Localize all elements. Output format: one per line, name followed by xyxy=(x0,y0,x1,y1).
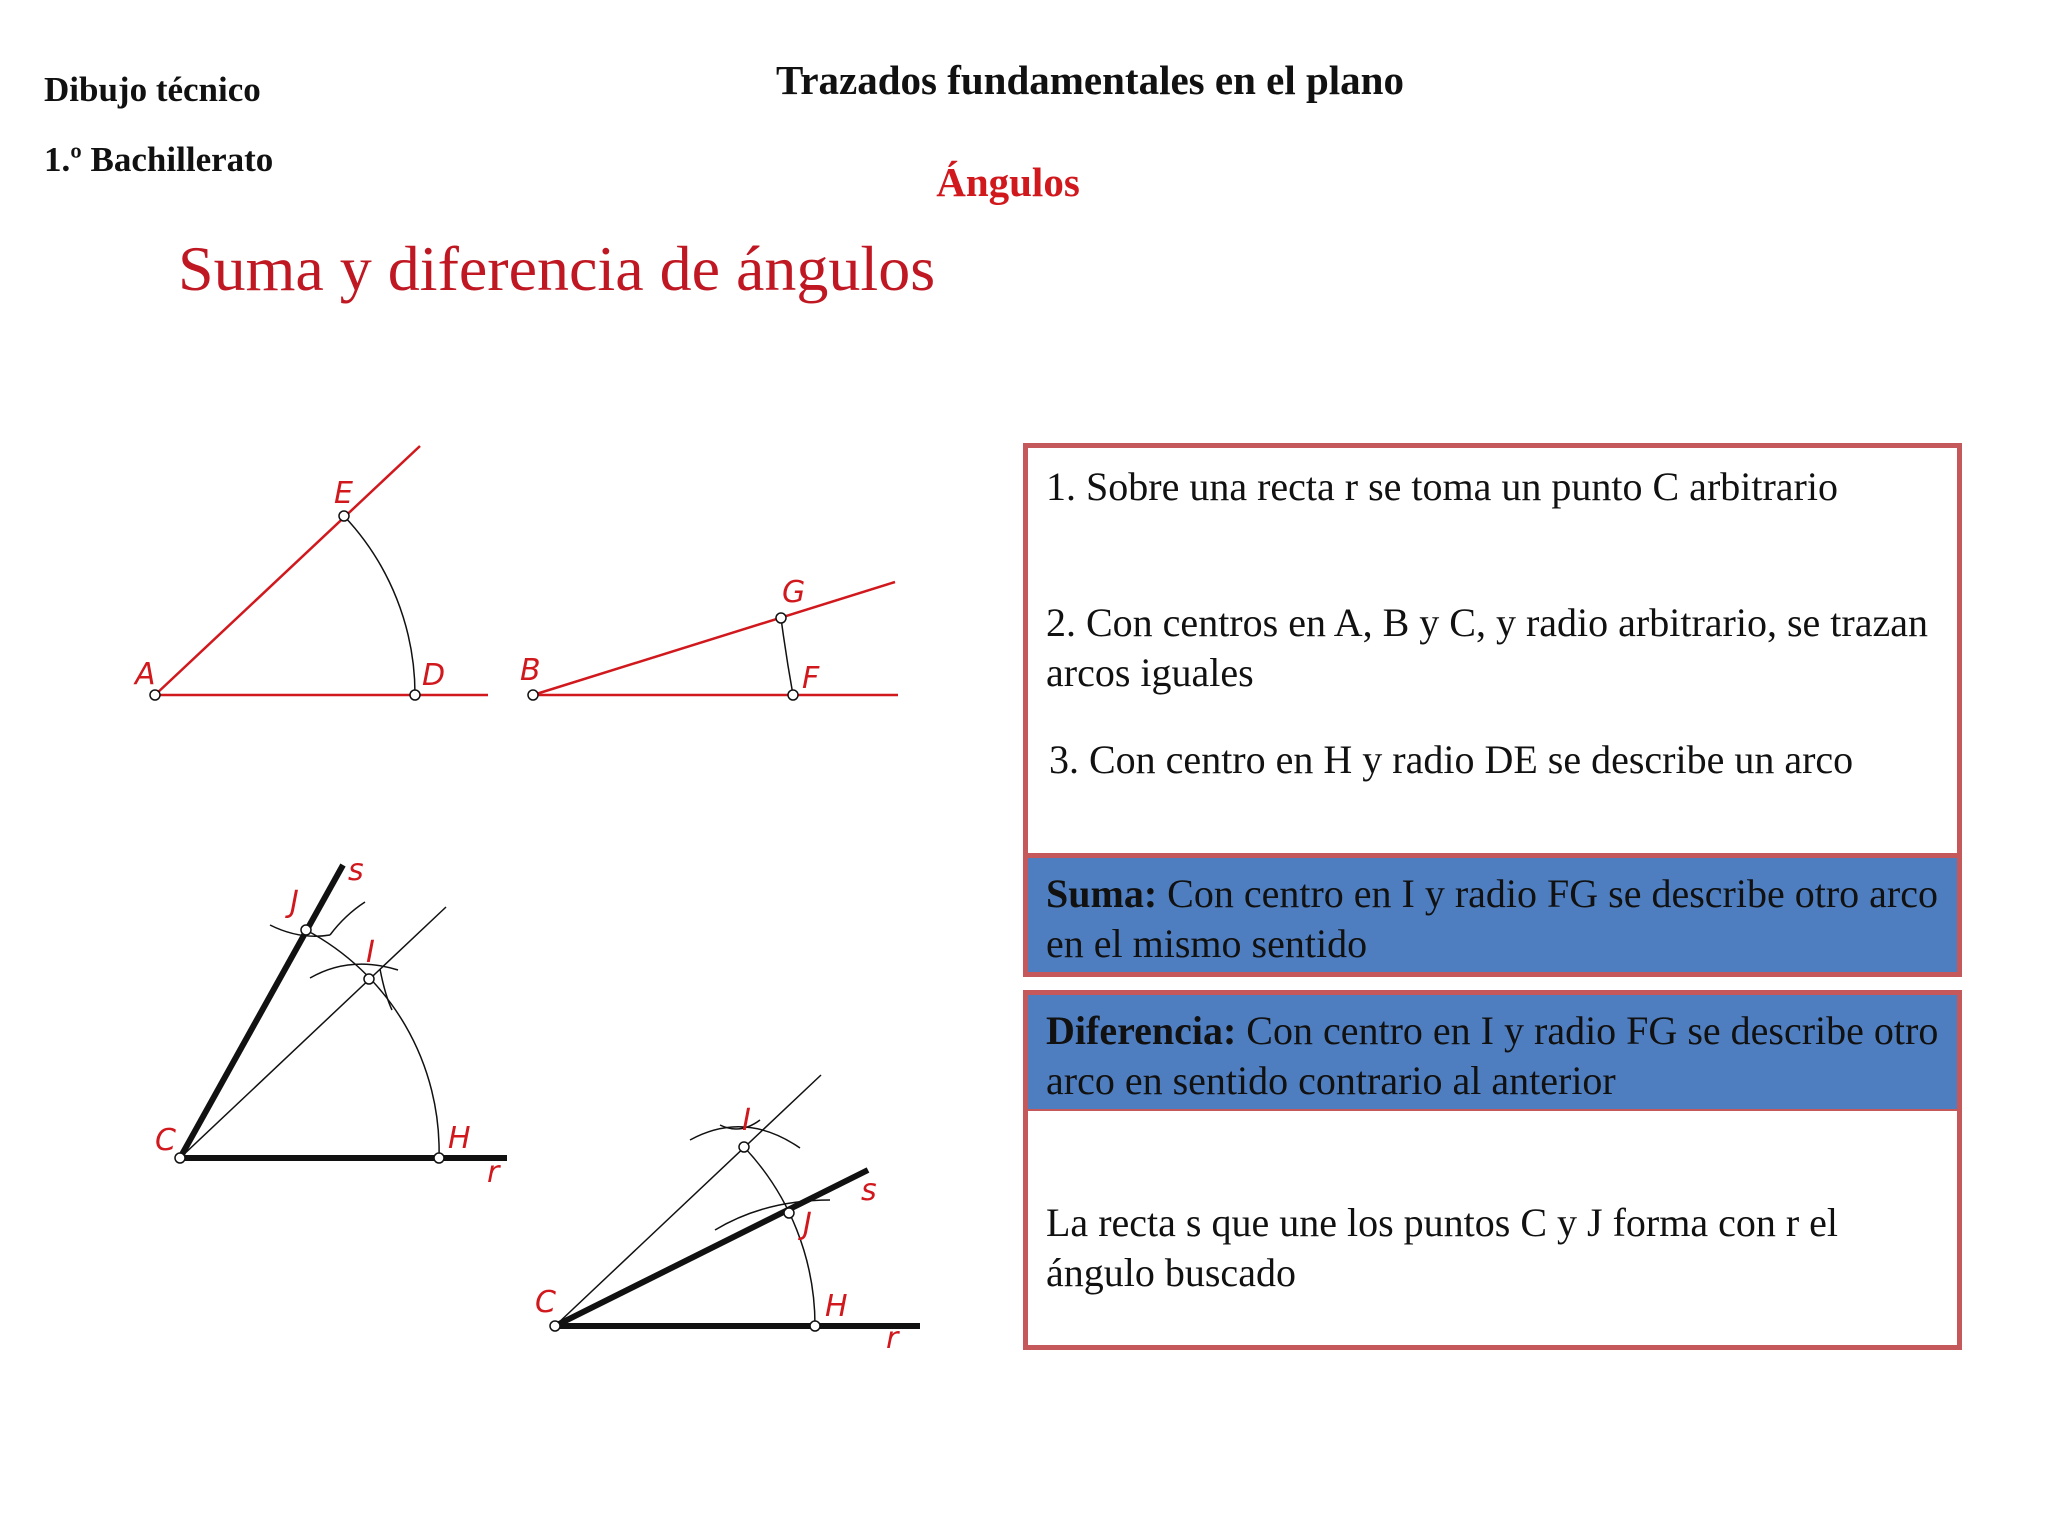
point-label-j: J xyxy=(290,885,299,920)
point-label-c: C xyxy=(155,1123,176,1158)
slide-heading: Suma y diferencia de ángulos xyxy=(178,233,936,304)
line-label-s: s xyxy=(861,1173,877,1208)
point-label-j: J xyxy=(803,1207,812,1242)
line-label-s: s xyxy=(348,853,364,888)
step-1-text: 1. Sobre una recta r se toma un punto C arbitrario xyxy=(1046,464,1838,509)
section-title: Ángulos xyxy=(936,159,1080,205)
step-2-text: 2. Con centros en A, B y C, y radio arbitrario, se trazan arcos iguales xyxy=(1046,600,1928,695)
angle-2-figure xyxy=(520,575,898,700)
suma-box xyxy=(1023,853,1962,977)
diferencia-label: Diferencia: xyxy=(1046,1008,1237,1053)
steps-box xyxy=(1023,443,1962,858)
point-label-h: H xyxy=(825,1289,848,1324)
page-title: Trazados fundamentales en el plano xyxy=(776,57,1404,103)
step-3-text: 3. Con centro en H y radio DE se describe un arco xyxy=(1049,737,1854,782)
conclusion-box xyxy=(1023,1111,1962,1350)
point-label-h: H xyxy=(448,1121,471,1156)
suma-text: Con centro en I y radio FG se describe otro arco en el mismo sentido xyxy=(1046,871,1938,966)
point-label-a: A xyxy=(135,657,156,692)
point-label-i: I xyxy=(742,1103,751,1138)
diferencia-box xyxy=(1023,990,1962,1114)
point-label-i: I xyxy=(366,935,375,970)
geometric-figures xyxy=(0,0,1020,1400)
line-label-r: r xyxy=(886,1321,899,1356)
point-label-f: F xyxy=(802,661,820,696)
diferencia-text: Con centro en I y radio FG se describe otro arco en sentido contrario al anterior xyxy=(1046,1008,1939,1103)
diferencia-figure xyxy=(535,1075,920,1356)
suma-label: Suma: xyxy=(1046,871,1158,916)
line-label-r: r xyxy=(487,1155,500,1190)
point-label-b: B xyxy=(520,653,541,688)
point-label-c: C xyxy=(535,1285,556,1320)
point-label-e: E xyxy=(334,476,353,511)
point-label-g: G xyxy=(782,575,806,610)
conclusion-text: La recta s que une los puntos C y J forma con r el ángulo buscado xyxy=(1046,1200,1839,1295)
course-label: 1.º Bachillerato xyxy=(44,140,274,179)
point-label-d: D xyxy=(422,658,446,693)
subject-label: Dibujo técnico xyxy=(44,70,261,109)
suma-figure xyxy=(155,853,507,1190)
angle-1-figure xyxy=(133,446,488,700)
